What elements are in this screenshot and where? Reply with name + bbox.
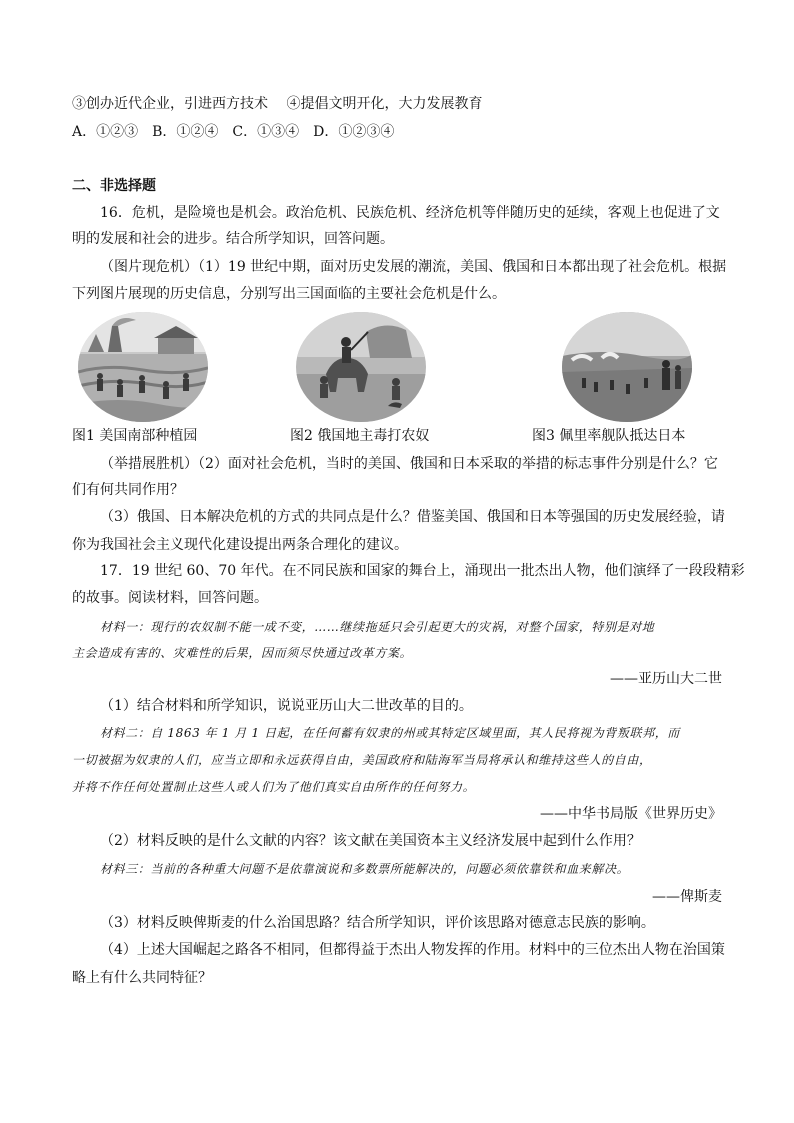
q16-part3-line1: （3）俄国、日本解决危机的方式的共同点是什么？借鉴美国、俄国和日本等强国的历史发展经验，请 (100, 509, 725, 525)
material1-source: ——亚历山大二世 (610, 671, 722, 687)
q17-question3: （3）材料反映俾斯麦的什么治国思路？结合所学知识，评价该思路对德意志民族的影响。 (100, 915, 655, 931)
material3-source: ——俾斯麦 (652, 889, 722, 905)
section-title: 二、非选择题 (72, 178, 156, 194)
q16-part1-line1: （图片现危机）（1）19 世纪中期，面对历史发展的潮流，美国、俄国和日本都出现了社会危机。根据 (100, 259, 727, 275)
q16-part1-line2: 下列图片展现的历史信息，分别写出三国面临的主要社会危机是什么。 (72, 286, 506, 302)
q16-part2-line1: （举措展胜机）（2）面对社会危机，当时的美国、俄国和日本采取的举措的标志事件分别是什么？它 (100, 456, 718, 472)
material3-line1: 材料三：当前的各种重大问题不是依靠演说和多数票所能解决的，问题必须依靠铁和血来解决。 (100, 862, 630, 876)
q16-stem-line1: 16．危机，是险境也是机会。政治危机、民族危机、经济危机等伴随历史的延续，客观上也促进了文 (100, 205, 720, 221)
q17-stem-line2: 的故事。阅读材料，回答问题。 (72, 590, 268, 606)
q17-question4-line2: 略上有什么共同特征？ (72, 970, 212, 986)
perry-fleet-image (562, 312, 692, 422)
figure3-caption: 图3 佩里率舰队抵达日本 (532, 428, 686, 444)
material2-source: ——中华书局版《世界历史》 (540, 806, 722, 822)
material2-line1: 材料二：自 1863 年 1 月 1 日起，在任何蓄有奴隶的州或其特定区域里面，其人民将视为背叛联邦，而 (100, 726, 680, 740)
material2-line2: 一切被据为奴隶的人们，应当立即和永远获得自由，美国政府和陆海军当局将承认和维持这些人的自由， (72, 753, 652, 767)
q16-part2-line2: 们有何共同作用？ (72, 482, 184, 498)
q16-part3-line2: 你为我国社会主义现代化建设提出两条合理化的建议。 (72, 537, 408, 553)
material1-line1: 材料一：现行的农奴制不能一成不变，……继续拖延只会引起更大的灾祸，对整个国家，特别是对地 (100, 620, 655, 634)
q17-question1: （1）结合材料和所学知识，说说亚历山大二世改革的目的。 (100, 698, 473, 714)
q15-option-line: ③创办近代企业，引进西方技术 ④提倡文明开化，大力发展教育 (72, 96, 483, 112)
figure1-caption: 图1 美国南部种植园 (72, 428, 198, 444)
material1-line2: 主会造成有害的、灾难性的后果，因而须尽快通过改革方案。 (72, 646, 413, 660)
figure2-caption: 图2 俄国地主毒打农奴 (290, 428, 430, 444)
q17-question4-line1: （4）上述大国崛起之路各不相同，但都得益于杰出人物发挥的作用。材料中的三位杰出人物在治国策 (100, 942, 725, 958)
material2-line3: 并将不作任何处置制止这些人或人们为了他们真实自由所作的任何努力。 (72, 780, 476, 794)
q16-stem-line2: 明的发展和社会的进步。结合所学知识，回答问题。 (72, 231, 394, 247)
plantation-image (78, 312, 208, 422)
q17-question2: （2）材料反映的是什么文献的内容？该文献在美国资本主义经济发展中起到什么作用？ (100, 833, 641, 849)
serf-beating-image (296, 312, 426, 422)
q17-stem-line1: 17．19 世纪 60、70 年代。在不同民族和国家的舞台上，涌现出一批杰出人物，他们演绎了一段段精彩 (100, 563, 745, 579)
q15-choices: A．①②③ B．①②④ C．①③④ D．①②③④ (72, 124, 395, 140)
